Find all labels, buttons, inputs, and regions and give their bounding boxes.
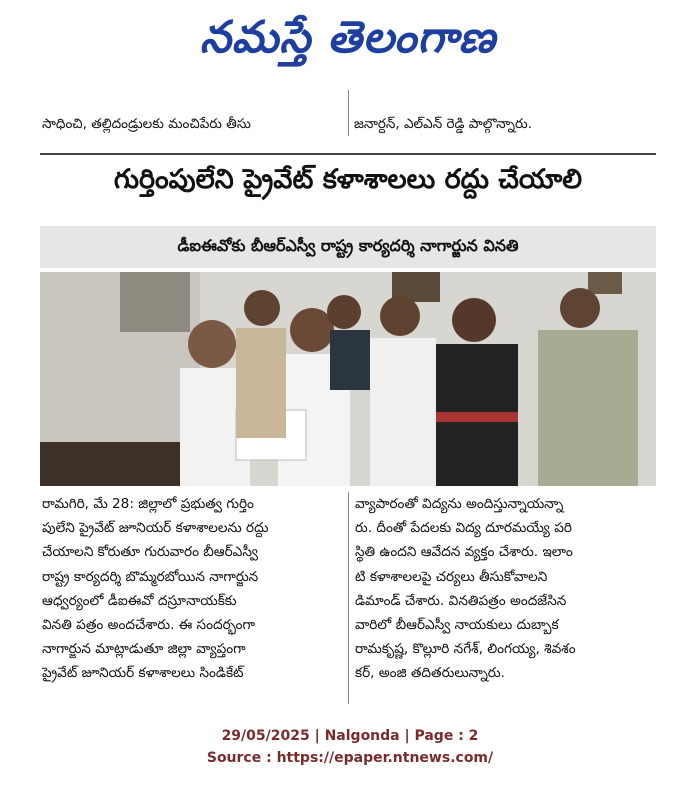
- newspaper-masthead: [40, 8, 656, 78]
- edition-info: 29/05/2025 | Nalgonda | Page : 2: [221, 728, 479, 744]
- article-separator: [40, 153, 656, 155]
- group-photo-icon: [40, 272, 656, 486]
- previous-article-left-line: సాధించి, తల్లిదండ్రులకు మంచిపేరు తీసు: [42, 116, 251, 132]
- body-line: వారిలో బీఆర్ఎస్వీ నాయకులు దుబ్బాక: [355, 617, 559, 634]
- body-line: కర్, అంజి తదితరులున్నారు.: [355, 665, 505, 682]
- body-line: రు. దీంతో పేదలకు విద్య దూరమయ్యే పరి: [355, 520, 572, 537]
- column-divider-top: [348, 90, 349, 136]
- article-body-right-column: [355, 492, 655, 686]
- body-line: నాగార్జున మాట్లాడుతూ జిల్లా వ్యాప్తంగా: [42, 641, 246, 658]
- body-line: ప్రైవేట్ జూనియర్ కళాశాలలు సిండికేట్: [42, 665, 244, 682]
- body-line: వ్యాపారంతో విద్యను అందిస్తున్నాయన్నా: [355, 496, 564, 512]
- body-line: ఆధ్వర్యంలో డీఐఈవో దస్రూనాయక్‌కు: [42, 592, 237, 609]
- body-line: రామగిరి, మే 28: జిల్లాలో ప్రభుత్వ గుర్తిం: [42, 496, 254, 512]
- masthead-title: నమస్తే తెలంగాణ: [199, 12, 497, 63]
- body-line: పులేని ప్రైవేట్ జూనియర్ కళాశాలలను రద్దు: [42, 520, 269, 537]
- article-subheadline: డీఐఈవోకు బీఆర్ఎస్వీ రాష్ట్ర కార్యదర్శి నాగార్జున వినతి: [40, 226, 656, 268]
- body-line: రాష్ట్ర కార్యదర్శి బొమ్మరబోయిన నాగార్జున: [42, 568, 259, 585]
- source-link[interactable]: Source : https://epaper.ntnews.com/: [206, 750, 494, 766]
- article-photo: [40, 272, 656, 486]
- body-line: రామకృష్ణ, కొల్లూరి నగేశ్, లింగయ్య, శివశం: [355, 641, 576, 658]
- article-headline: గుర్తింపులేని ప్రైవేట్ కళాశాలలు రద్దు చేయాలి: [113, 164, 583, 195]
- previous-article-right-line: జనార్దన్, ఎల్ఎన్ రెడ్డి పాల్గొన్నారు.: [354, 116, 533, 132]
- column-divider-body: [348, 492, 349, 704]
- body-line: స్థితి ఉందని ఆవేదన వ్యక్తం చేశారు. ఇలాం: [355, 544, 573, 561]
- body-line: చేయాలని కోరుతూ గురువారం బీఆర్ఎస్వీ: [42, 544, 258, 561]
- article-body-left-column: [42, 492, 342, 686]
- body-line: వినతి పత్రం అందచేశారు. ఈ సందర్భంగా: [42, 617, 256, 634]
- body-line: టి కళాశాలలపై చర్యలు తీసుకోవాలని: [355, 568, 548, 585]
- body-line: డిమాండ్ చేశారు. వినతిపత్రం అందజేసిన: [355, 592, 567, 609]
